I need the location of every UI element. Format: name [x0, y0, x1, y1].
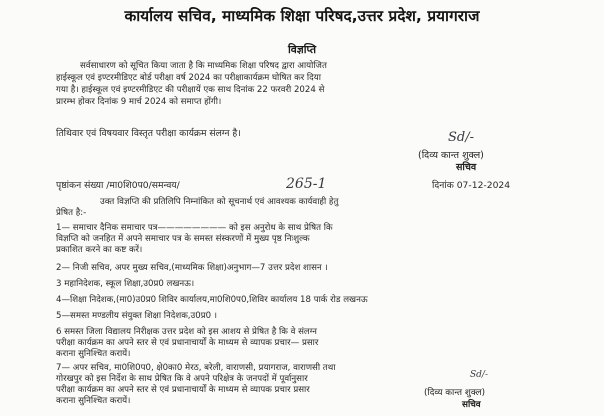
item-7-line-4: कराना सुनिश्चित करायें।	[56, 396, 131, 406]
endorsement-intro-1: उक्त विज्ञप्ति की प्रतिलिपि निम्नांकित को सूचनार्थ एवं आवश्यक कार्यवाही हेतु	[100, 197, 339, 207]
notice-line-1: सर्वसाधारण को सूचित किया जाता है कि माध्यमिक शिक्षा परिषद द्वारा आयोजित	[80, 61, 327, 71]
endorsement-ref-number: 265-1	[286, 176, 327, 192]
item-1-line-3: प्रकाशित करने का कष्ट करें।	[56, 245, 143, 255]
signatory-name-1: (दिव्य कान्त शुक्ल)	[418, 150, 484, 161]
item-1-line-2: विज्ञप्ति को जनहित में अपने समाचार पत्र के समस्त संस्करणों में मुख्य पृष्ठ निःशुल्क	[56, 234, 310, 244]
item-6-line-1: 6 समस्त जिला विद्यालय निरीक्षक उत्तर प्रदेश को इस आशय से प्रेषित है कि वे संलग्न	[56, 327, 317, 337]
item-7-line-3: परीक्षा कार्यक्रम का अपने स्तर से एवं प्रधानाचार्यों के माध्यम से व्यापक प्रचार प्रसार	[56, 385, 310, 395]
signatory-title-1: सचिव	[456, 162, 477, 173]
handwritten-signature-2: Sd/-	[470, 370, 488, 380]
notice-line-4: प्रारम्भ होकर दिनांक 9 मार्च 2024 को समाप्त होंगी।	[56, 97, 222, 107]
item-1-line-1: 1— समाचार दैनिक समाचार पत्र———————— को इस अनुरोध के साथ प्रेषित कि	[56, 223, 333, 233]
endorsement-ref-label: पृष्ठांकन संख्या /मा0शि0प0/समन्वय/	[56, 180, 180, 191]
item-6-line-2: परीक्षा कार्यक्रम का अपने स्तर से एवं प्रधानाचार्यों के माध्यम से व्यापक प्रचार— प्रसार	[56, 338, 319, 348]
item-2: 2— निजी सचिव, अपर मुख्य सचिव,(माध्यमिक शिक्षा)अनुभाग—7 उत्तर प्रदेश शासन ।	[56, 263, 328, 273]
item-6-line-3: कराना सुनिश्चित करायें।	[56, 349, 131, 359]
attachment-note: तिथिवार एवं विषयवार विस्तृत परीक्षा कार्यक्रम संलग्न है।	[56, 128, 241, 139]
signatory-title-2: सचिव	[462, 400, 481, 410]
notice-label: विज्ञप्ति	[287, 43, 317, 56]
signatory-name-2: (दिव्य कान्त शुक्ल)	[424, 388, 486, 398]
office-title: कार्यालय सचिव, माध्यमिक शिक्षा परिषद,उत्तर प्रदेश, प्रयागराज	[124, 7, 480, 25]
item-3: 3 महानिदेशक, स्कूल शिक्षा,उ0प्र0 लखनऊ।	[56, 279, 195, 289]
item-4: 4—शिक्षा निदेशक,(मा0)उ0प्र0 शिविर कार्यालय,मा0शि0प0,शिविर कार्यालय 18 पार्क रोड लखनऊ	[56, 295, 368, 305]
notice-line-2: हाईस्कूल एवं इण्टरमीडिएट बोर्ड परीक्षा वर्ष 2024 का परीक्षाकार्यक्रम घोषित कर दिया	[56, 73, 321, 83]
endorsement-intro-2: प्रेषित है:-	[56, 208, 87, 218]
item-7-line-1: 7— अपर सचिव, मा0शि0प0, क्षे0का0 मेरठ, बरेली, वाराणसी, प्रयागराज, वाराणसी तथा	[56, 363, 336, 373]
endorsement-date: दिनांक 07-12-2024	[432, 180, 511, 191]
item-7-line-2: गोरखपुर को इस निर्देश के साथ प्रेषित कि वे अपने परिक्षेत्र के जनपदों में पूर्वानुसार	[56, 374, 308, 384]
handwritten-signature-1: Sd/-	[448, 130, 474, 145]
item-5: 5—समस्त मण्डलीय संयुक्त शिक्षा निदेशक,उ0प्र0 ।	[56, 311, 218, 321]
notice-line-3: गया है। हाईस्कूल एवं इण्टरमीडिएट की परीक्षायें एक साथ दिनांक 22 फरवरी 2024 से	[56, 85, 325, 95]
